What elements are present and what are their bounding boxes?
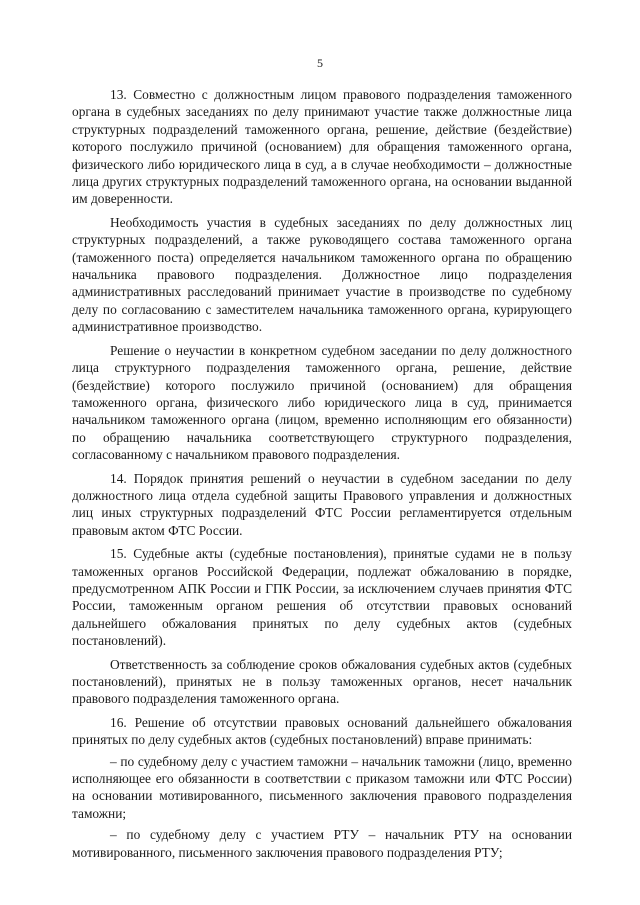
page-number: 5 <box>317 56 323 70</box>
document-body <box>72 86 572 865</box>
paragraph-16: 16. Решение об отсутствии правовых оснований дальнейшего обжалования принятых по делу судебных актов (судебных постановлений) вправе принимать: <box>72 714 572 748</box>
paragraph-participation-necessity: Необходимость участия в судебных заседаниях по делу должностных лиц структурных подразделений, а также руководящего состава таможенного органа (таможенного поста) определяется начальником таможенного органа по обращению начальника правового подразделения. Должностное лицо подразделения административных расследований принимает участие в производстве по судебному делу по согласованию с заместителем начальника таможенного органа, курирующего административное производство. <box>72 214 572 335</box>
paragraph-15: 15. Судебные акты (судебные постановления), принятые судами не в пользу таможенных органов Российской Федерации, подлежат обжалованию в порядке, предусмотренном АПК России и ГПК России, за исключением случаев принятия ФТС России, таможенным органом решения об отсутствии правовых оснований дальнейшего обжалования принятых по делу судебных актов (судебных постановлений). <box>72 546 572 649</box>
paragraph-non-participation-decision: Решение о неучастии в конкретном судебном заседании по делу должностного лица структурного подразделения таможенного органа, решение, действие (бездействие) которого послужило причиной (основанием) для обращения таможенного органа, физического либо юридического лица в суд, принимается начальником таможенного органа (лицом, временно исполняющим его обязанности) по обращению начальника соответствующего структурного подразделения, согласованному с начальником правового подразделения. <box>72 342 572 463</box>
paragraph-13: 13. Совместно с должностным лицом правового подразделения таможенного органа в судебных заседаниях по делу принимают участие также должностные лица структурных подразделений таможенного органа, решение, действие (бездействие) которого послужило причиной (основанием) для обращения таможенного органа, физического либо юридического лица в суд, а в случае необходимости – должностные лица других структурных подразделений таможенного органа, на основании выданной им доверенности. <box>72 87 572 207</box>
paragraph-14: 14. Порядок принятия решений о неучастии в судебном заседании по делу должностного лица отдела судебной защиты Правового управления и должностных лиц иных структурных подразделений ФТС России регламентируется отдельным правовым актом ФТС России. <box>72 470 572 538</box>
list-item-rtu: – по судебному делу с участием РТУ – начальник РТУ на основании мотивированного, письменного заключения правового подразделения РТУ; <box>72 827 572 860</box>
list-item-customs: – по судебному делу с участием таможни – начальник таможни (лицо, временно исполняющее его обязанности в соответствии с приказом таможни или ФТС России) на основании мотивированного, письменного заключения правового подразделения таможни; <box>72 753 572 821</box>
paragraph-responsibility: Ответственность за соблюдение сроков обжалования судебных актов (судебных постановлений), принятых не в пользу таможенных органов, несет начальник правового подразделения таможенного органа. <box>72 656 572 707</box>
